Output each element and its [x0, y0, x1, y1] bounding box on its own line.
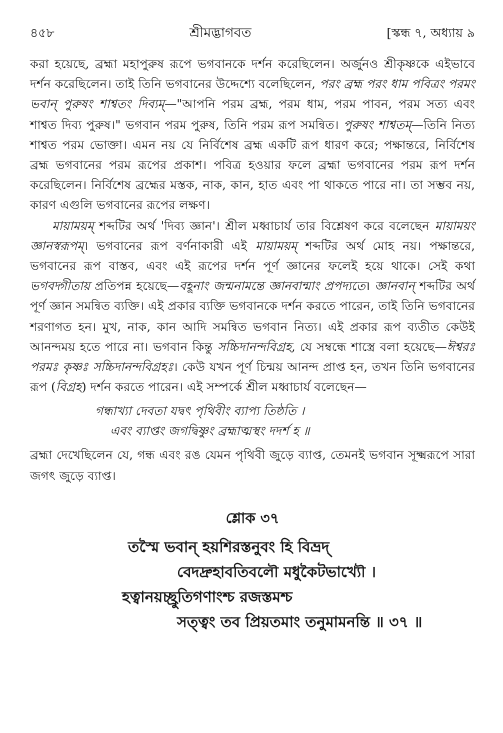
quoted-verse-line: গন্ধাখ্যা দেবতা যদ্বৎ পৃথিবীং ব্যাপ্য তিষ্ঠতি । [95, 404, 305, 419]
verse-line: হত্বানয়চ্ছ্রুতিগণাংশ্চ রজস্তমশ্চ [122, 587, 293, 606]
italic-term: বহূনাং জন্মনামন্তে জ্ঞানবান্মাং প্রপদ্যতে [179, 279, 366, 294]
text-run: । ভগবানের রূপ বর্ণনাকারী এই [83, 238, 256, 253]
purport-paragraph [30, 216, 475, 398]
text-run: —তিনি নিত্য শাশ্বত পরম ভোক্তা। এমন নয় যে নির্বিশেষ ব্রহ্ম একটি রূপ ধারণ করে; পক্ষান্তরে, নির্বিশেষ ব্রহ্ম ভগবানের পরম রূপের প্রকাশ। পবিত্র হওয়ার ফলে ব্রহ্মা ভগবানের পরম রূপ দর্শন করেছিলেন। নির্বিশেষ ব্রহ্মের মস্তক, নাক, কান, হাত এবং পা থাকতে পারে না। তা সম্ভব নয়, কারণ এগুলি ভগবানের রূপের লক্ষণ। [30, 117, 475, 213]
verse-line: সত্ত্বং তব প্রিয়তমাং তনুমামনন্তি ॥ ৩৭ ॥ [177, 612, 423, 631]
page-header [30, 22, 475, 46]
book-title: শ্রীমদ্ভাগবত [189, 25, 252, 41]
text-run: করা হয়েছে, ব্রহ্মা মহাপুরুষ রূপে ভগবানকে দর্শন করেছিলেন। অর্জুনও শ্রীকৃষ্ণকে এইভাবে দর্শন করেছিলেন। তাই তিনি ভগবানের উদ্দেশ্যে বলেছিলেন, [30, 57, 475, 92]
page-number: ৪৫৮ [30, 25, 55, 40]
italic-term: সচ্চিদানন্দবিগ্রহ [217, 339, 292, 354]
verse-line: বেদদ্রুহাবতিবলৌ মধুকৈটভাখ্যৌ । [177, 562, 377, 581]
text-run: শব্দটির অর্থ 'দিব্য জ্ঞান'। শ্রীল মধ্বাচার্য তার বিশ্লেষণ করে বলেছেন [93, 218, 435, 233]
text-run: , যে সম্বন্ধে শাস্ত্রে বলা হয়েছে— [291, 339, 447, 354]
italic-term: জ্ঞানবান্ [374, 279, 415, 294]
purport-paragraph: ব্রহ্মা দেখেছিলেন যে, গন্ধ এবং রঙ যেমন পৃথিবী জুড়ে ব্যাপ্ত, তেমনই ভগবান সূক্ষ্মরূপে সারা জগৎ জুড়ে ব্যাপ্ত। [30, 448, 475, 483]
text-run: । কেউ যখন পূর্ণ চিন্ময় আনন্দ প্রাপ্ত হন, তখন তিনি ভগবানের রূপ ( [30, 360, 475, 395]
chapter-reference: [স্কন্ধ ৭, অধ্যায় ৯ [386, 25, 475, 40]
italic-term: ঈশ্বরঃ পরমঃ কৃষ্ণঃ সচ্চিদানন্দবিগ্রহঃ [30, 339, 475, 375]
purport-body [30, 54, 475, 486]
verse-line: তস্মৈ ভবান্ হয়শিরস্তনুবং হি বিভ্রদ্ [128, 537, 330, 556]
italic-term: পুরুষং শাশ্বতম্ [343, 117, 412, 132]
italic-term: ভগবদ্গীতায় [30, 279, 91, 294]
text-run: শব্দটির অর্থ মোহ নয়। পক্ষান্তরে, ভগবানের রূপ বাস্তব, এবং এই রূপের দর্শন পূর্ণ জ্ঞানের ফলেই হয়ে থাকে। সেই কথা [30, 238, 476, 274]
text-run: । [365, 279, 375, 294]
sanskrit-verse [30, 535, 475, 635]
quoted-verse-line: এবং ব্যাপ্তং জগদ্বিষ্ণুং ব্রহ্মাত্মস্থং দদর্শ হ ॥ [110, 424, 310, 439]
italic-term: বিগ্রহ [55, 380, 82, 395]
purport-paragraph [30, 54, 475, 216]
italic-term: পরং ব্রহ্ম পরং ধাম পবিত্রং পরমং ভবান্ পুরুষং শাশ্বতং দিব্যম্ [30, 77, 475, 112]
text-run: প্রতিপন্ন হয়েছে— [90, 279, 180, 294]
text-run: শব্দটির অর্থ পূর্ণ জ্ঞান সমন্বিত ব্যক্তি। এই প্রকার ব্যক্তি ভগবানকে দর্শন করতে পারেন, তাই তিনি ভগবানের শরণাগত হন। মুখ, নাক, কান আদি সমন্বিত ভগবান নিত্য। এই প্রকার রূপ ব্যতীত কেউই আনন্দময় হতে পারে না। ভগবান কিন্তু [30, 279, 475, 354]
text-run: ) দর্শন করতে পারেন। এই সম্পর্কে শ্রীল মধ্বাচার্য বলেছেন— [81, 380, 367, 395]
verse-title: শ্লোক ৩৭ [225, 509, 280, 527]
text-run: —"আপনি পরম ব্রহ্ম, পরম ধাম, পরম পাবন, পরম সত্য এবং শাশ্বত দিব্য পুরুষ।" ভগবান পরম পুরুষ, তিনি পরম রূপ সমন্বিত। [30, 97, 475, 132]
italic-term: মায়াময়ং জ্ঞানস্বরূপম্ [30, 218, 475, 253]
italic-term: মায়াময়ম্ [255, 238, 298, 253]
italic-term: মায়াময়ম্ [52, 218, 94, 233]
quoted-verse [30, 401, 475, 441]
